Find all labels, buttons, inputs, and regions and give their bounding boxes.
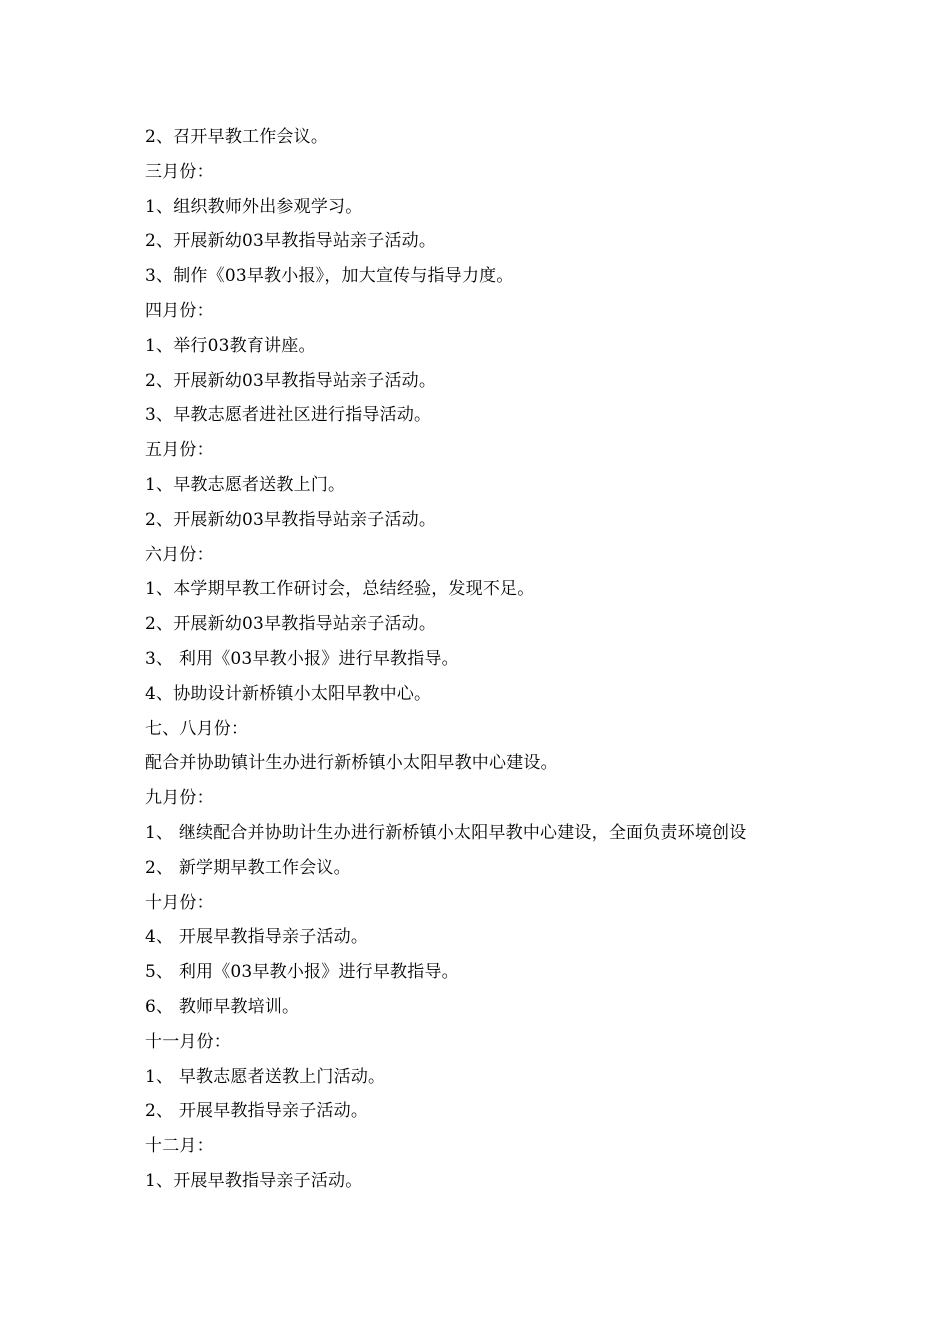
text-line: 1、本学期早教工作研讨会，总结经验，发现不足。 <box>145 579 535 600</box>
month-heading: 十一月份： <box>145 1031 231 1052</box>
month-heading: 九月份： <box>145 788 214 809</box>
month-heading: 七、八月份： <box>145 718 249 739</box>
text-line: 1、举行03教育讲座。 <box>145 335 316 356</box>
text-line: 3、早教志愿者进社区进行指导活动。 <box>145 405 432 426</box>
text-line: 2、开展新幼03早教指导站亲子活动。 <box>145 370 437 391</box>
month-heading: 十二月： <box>145 1136 214 1157</box>
text-line: 3、 利用《03早教小报》进行早教指导。 <box>145 648 459 669</box>
text-line: 2、 开展早教指导亲子活动。 <box>145 1101 369 1122</box>
month-heading: 四月份： <box>145 300 214 321</box>
text-line: 6、 教师早教培训。 <box>145 996 300 1017</box>
text-line: 1、组织教师外出参观学习。 <box>145 196 363 217</box>
month-heading: 五月份： <box>145 440 214 461</box>
month-heading: 三月份： <box>145 161 214 182</box>
text-line: 配合并协助镇计生办进行新桥镇小太阳早教中心建设。 <box>145 753 558 774</box>
text-line: 2、开展新幼03早教指导站亲子活动。 <box>145 509 437 530</box>
document-body <box>145 120 925 1199</box>
text-line: 2、召开早教工作会议。 <box>145 127 329 147</box>
text-line: 1、 继续配合并协助计生办进行新桥镇小太阳早教中心建设，全面负责环境创设 <box>145 822 747 843</box>
text-line: 1、开展早教指导亲子活动。 <box>145 1170 363 1191</box>
text-line: 4、协助设计新桥镇小太阳早教中心。 <box>145 683 432 704</box>
text-line: 1、 早教志愿者送教上门活动。 <box>145 1066 386 1087</box>
month-heading: 十月份： <box>145 892 214 913</box>
text-line: 3、制作《03早教小报》，加大宣传与指导力度。 <box>145 266 514 287</box>
text-line: 2、 新学期早教工作会议。 <box>145 857 351 878</box>
text-line: 4、 开展早教指导亲子活动。 <box>145 927 369 948</box>
text-line: 2、开展新幼03早教指导站亲子活动。 <box>145 614 437 635</box>
text-line: 2、开展新幼03早教指导站亲子活动。 <box>145 231 437 252</box>
text-line: 5、 利用《03早教小报》进行早教指导。 <box>145 962 459 983</box>
text-line: 1、早教志愿者送教上门。 <box>145 474 346 495</box>
month-heading: 六月份： <box>145 544 214 565</box>
